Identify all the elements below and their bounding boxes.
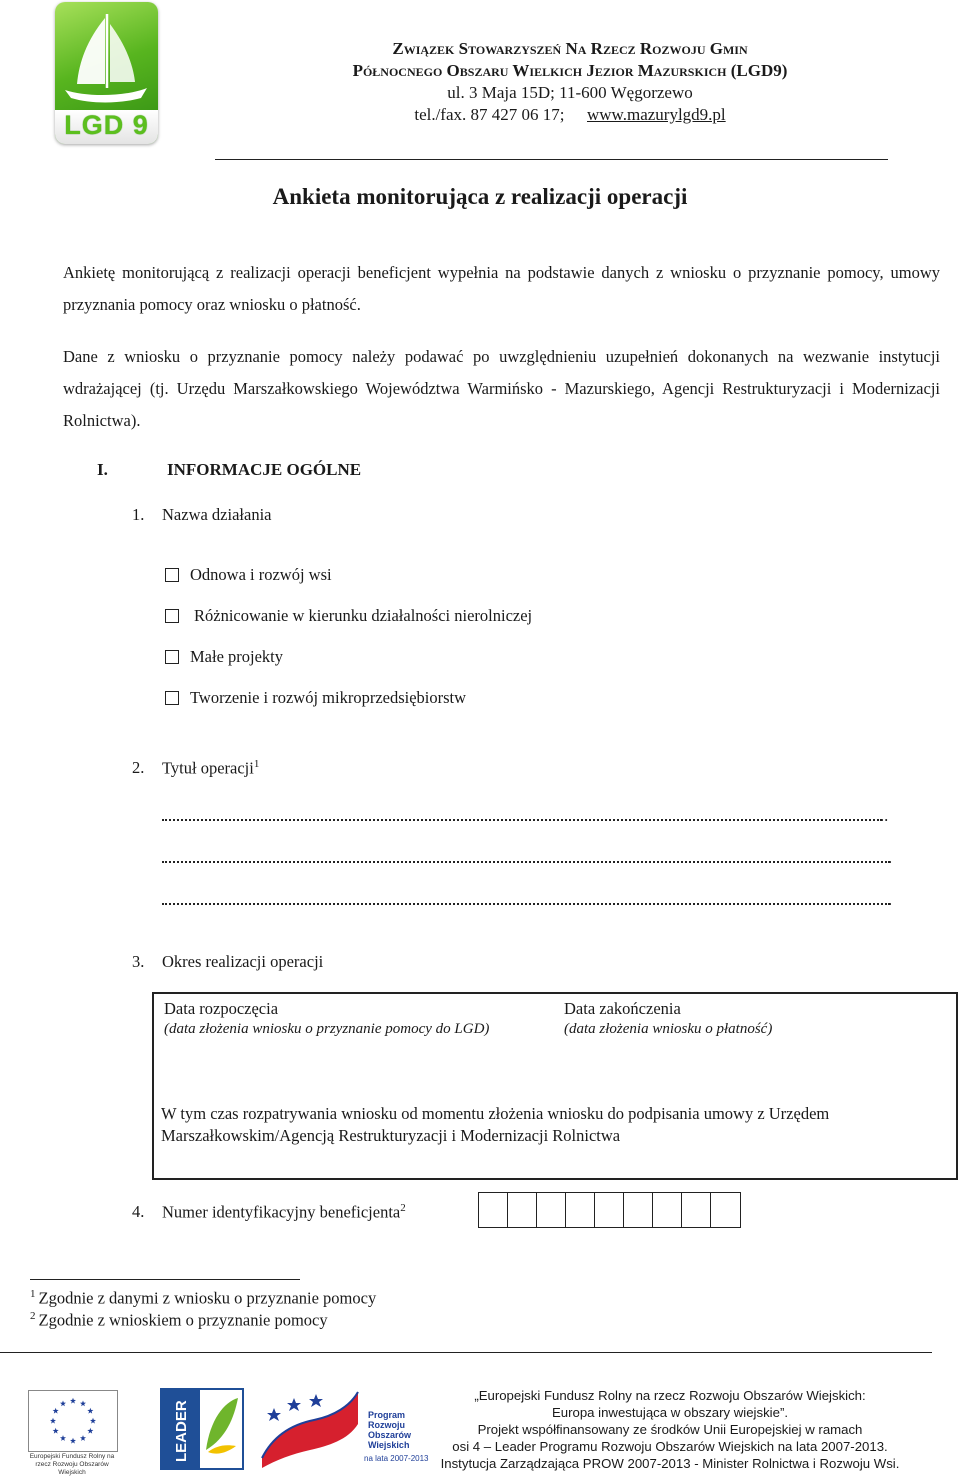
start-date-cell[interactable] — [164, 998, 489, 1040]
question-4-label — [162, 1202, 406, 1223]
poland-flag-logo — [254, 1384, 362, 1470]
leader-logo — [160, 1388, 200, 1470]
end-date-label: Data zakończenia — [564, 999, 681, 1018]
organization-contact — [300, 104, 840, 126]
footer-line: Instytucja Zarządzająca PROW 2007-2013 - Minister Rolnictwa i Rozwoju Wsi. — [440, 1456, 900, 1471]
line-end: . — [888, 890, 893, 909]
start-date-hint: (data złożenia wniosku o przyznanie pomocy do LGD) — [164, 1021, 490, 1037]
footnote-1 — [30, 1288, 376, 1309]
id-digit-box[interactable] — [653, 1193, 682, 1227]
prow-line: Obszarów — [368, 1430, 412, 1440]
prow-years: na lata 2007-2013 — [364, 1454, 429, 1463]
prow-logo — [362, 1384, 429, 1470]
processing-time-note: W tym czas rozpatrywania wniosku od momentu złożenia wniosku do podpisania umowy z Urzędem Marszałkowskim/Agencją Restrukturyzacji i Modernizacji Rolnictwa — [161, 1104, 830, 1145]
logo-text: LGD 9 — [64, 110, 149, 140]
id-digit-box[interactable] — [711, 1193, 740, 1227]
prow-line: Program — [368, 1410, 406, 1420]
footer-line: osi 4 – Leader Programu Rozwoju Obszarów Wiejskich na lata 2007-2013. — [452, 1439, 888, 1454]
section-title: INFORMACJE OGÓLNE — [167, 460, 362, 479]
option-odnowa[interactable] — [165, 565, 332, 585]
end-date-cell[interactable] — [564, 998, 772, 1040]
organization-address: ul. 3 Maja 15D; 11-600 Węgorzewo — [447, 83, 693, 102]
question-2-number: 2. — [132, 758, 145, 777]
intro-paragraph-2: Dane z wniosku o przyznanie pomocy należy podawać po uwzględnieniu uzupełnień dokonanych na wezwanie instytucji wdrażającej (tj. Urzędu Marszałkowskiego Województwa Warmińsko - Mazurskiego, Agencji Restrukturyzacji i Modernizacji Rolnictwa). — [63, 347, 940, 430]
eu-star — [50, 1418, 56, 1424]
realization-period-table — [152, 992, 958, 1180]
flag-icon — [254, 1384, 362, 1470]
question-4-number: 4. — [132, 1202, 145, 1221]
id-digit-box[interactable] — [537, 1193, 566, 1227]
option-roznicowanie[interactable] — [165, 606, 532, 626]
question-1-number: 1. — [132, 505, 145, 524]
eu-star — [87, 1408, 93, 1414]
footnote-2 — [30, 1310, 328, 1331]
line-end: . — [888, 848, 893, 867]
footer-funding-info — [420, 1387, 920, 1472]
footer-line: „Europejski Fundusz Rolny na rzecz Rozwoju Obszarów Wiejskich: — [474, 1388, 866, 1403]
beneficiary-id-boxes — [478, 1192, 741, 1228]
option-male-projekty[interactable] — [165, 647, 283, 667]
header-divider — [215, 159, 888, 160]
id-digit-box[interactable] — [595, 1193, 624, 1227]
leaf-icon — [200, 1390, 242, 1468]
id-digit-box[interactable] — [479, 1193, 508, 1227]
question-1-label: Nazwa działania — [162, 505, 272, 524]
footnote-text: Zgodnie z wnioskiem o przyznanie pomocy — [38, 1310, 328, 1330]
id-digit-box[interactable] — [624, 1193, 653, 1227]
eu-star — [70, 1398, 76, 1404]
eu-star — [80, 1401, 86, 1407]
eu-star — [53, 1408, 59, 1414]
eu-star — [60, 1435, 66, 1441]
start-date-label: Data rozpoczęcia — [164, 999, 279, 1018]
checkbox[interactable] — [165, 609, 179, 623]
footer-line: Projekt współfinansowany ze środków Unii Europejskiej w ramach — [477, 1422, 863, 1437]
eu-fund-caption: Europejski Fundusz Rolny na rzecz Rozwoju Obszarów Wiejskich — [29, 1453, 115, 1476]
footer-line: Europa inwestująca w obszary wiejskie”. — [551, 1405, 788, 1420]
section-number: I. — [97, 460, 108, 479]
intro-paragraph-1: Ankietę monitorującą z realizacji operacji beneficjent wypełnia na podstawie danych z wniosku o przyznanie pomocy, umowy przyznania pomocy oraz wniosku o płatność. — [63, 263, 940, 314]
checkbox[interactable] — [165, 650, 179, 664]
question-4-text: Numer identyfikacyjny beneficjenta — [162, 1202, 401, 1222]
lgd9-logo — [55, 2, 158, 144]
logo-band — [55, 110, 158, 144]
checkbox[interactable] — [165, 568, 179, 582]
footnote-ref: 2 — [400, 1202, 406, 1214]
eu-star — [53, 1428, 59, 1434]
prow-line: Rozwoju — [368, 1420, 405, 1430]
footnote-number: 2 — [30, 1310, 36, 1322]
organization-header — [300, 38, 840, 126]
id-digit-box[interactable] — [566, 1193, 595, 1227]
option-label: Małe projekty — [190, 647, 284, 666]
leader-text: LEADER — [173, 1400, 190, 1462]
id-digit-box[interactable] — [682, 1193, 711, 1227]
line-end: .. — [880, 806, 889, 825]
title-answer-line-1[interactable] — [162, 818, 882, 822]
footnote-text: Zgodnie z danymi z wniosku o przyznanie pomocy — [38, 1288, 377, 1308]
option-label: Odnowa i rozwój wsi — [190, 565, 332, 584]
page-title: Ankieta monitorująca z realizacji operacji — [272, 184, 688, 209]
prow-line: Wiejskich — [368, 1440, 410, 1450]
contact-phone: tel./fax. 87 427 06 17; — [414, 105, 565, 124]
leader-leaf-logo — [200, 1388, 244, 1470]
title-answer-line-3[interactable] — [162, 902, 890, 906]
checkbox[interactable] — [165, 691, 179, 705]
sailboat-icon — [55, 2, 158, 110]
end-date-hint: (data złożenia wniosku o płatność) — [564, 1021, 773, 1037]
footnote-ref: 1 — [253, 758, 260, 770]
website-link[interactable]: www.mazurylgd9.pl — [587, 105, 726, 124]
eu-star — [60, 1401, 66, 1407]
question-2-text: Tytuł operacji — [162, 758, 254, 778]
question-2-label — [162, 758, 259, 779]
question-3-label: Okres realizacji operacji — [162, 952, 324, 971]
option-label: Tworzenie i rozwój mikroprzedsiębiorstw — [190, 688, 467, 707]
eu-star — [70, 1438, 76, 1444]
title-answer-line-2[interactable] — [162, 860, 890, 864]
footer-divider — [0, 1352, 932, 1353]
leader-text-icon — [160, 1388, 200, 1470]
option-label: Różnicowanie w kierunku działalności nierolniczej — [194, 606, 533, 625]
eu-star — [80, 1435, 86, 1441]
eu-stars-icon — [29, 1391, 117, 1451]
question-3-number: 3. — [132, 952, 145, 971]
footnote-number: 1 — [30, 1288, 36, 1300]
organization-name-line1: Związek Stowarzyszeń Na Rzecz Rozwoju Gmin — [392, 39, 748, 58]
option-mikroprzedsiebiorstwa[interactable] — [165, 688, 466, 708]
organization-name-line2: Północnego Obszaru Wielkich Jezior Mazurskich (LGD9) — [352, 61, 788, 80]
eu-flag-logo — [28, 1390, 118, 1452]
eu-star — [90, 1418, 96, 1424]
eu-star — [87, 1428, 93, 1434]
footnote-divider — [30, 1279, 300, 1280]
id-digit-box[interactable] — [508, 1193, 537, 1227]
